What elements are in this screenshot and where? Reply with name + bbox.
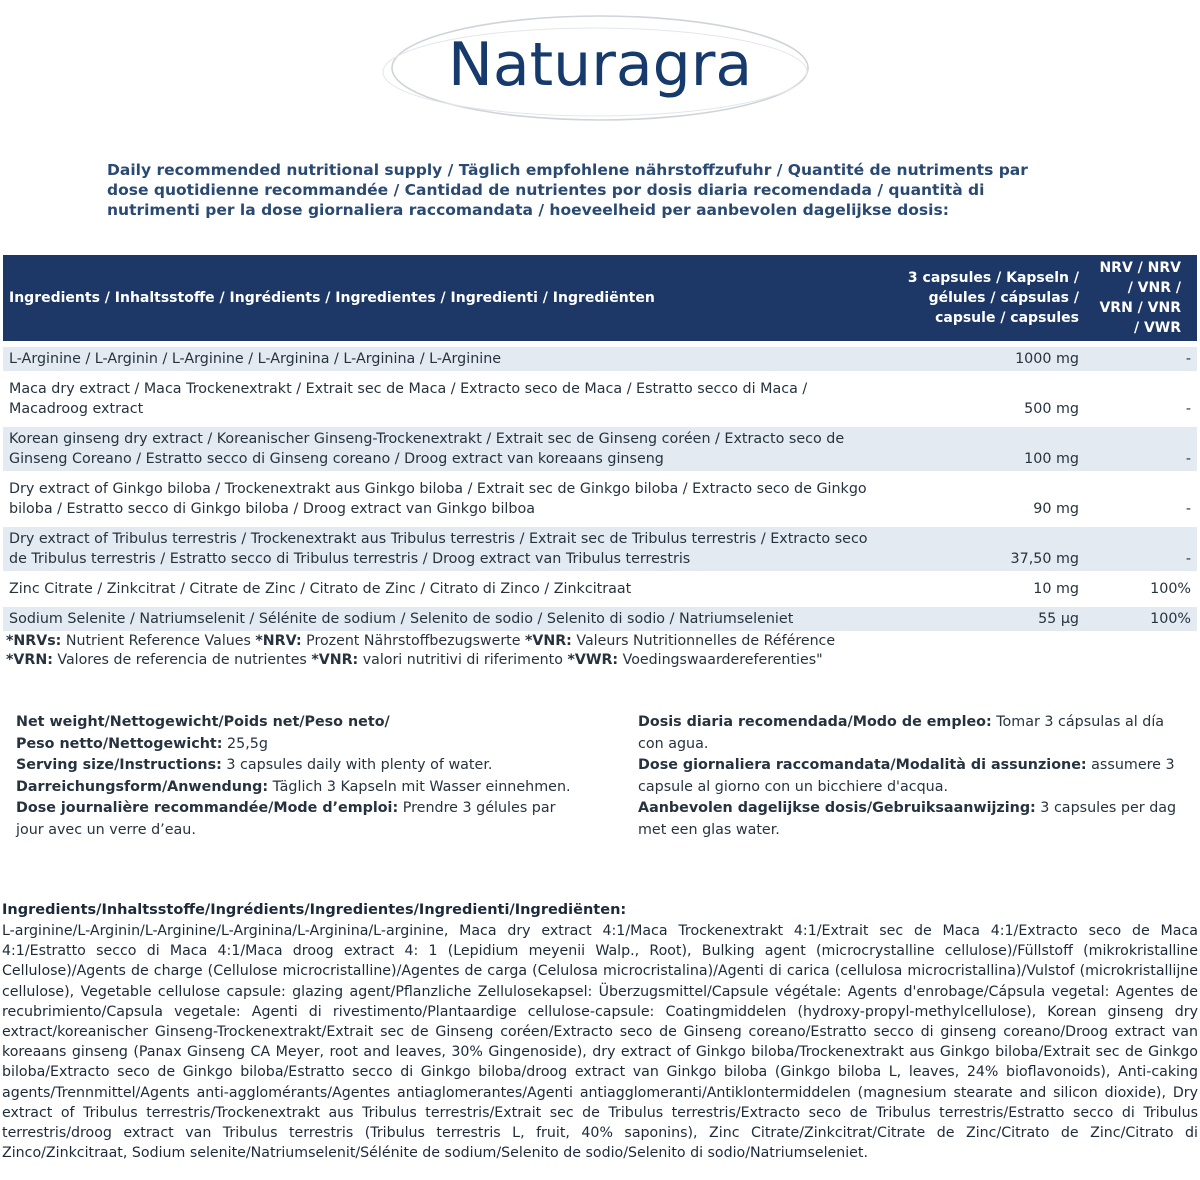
dose-fr-line <box>16 798 576 841</box>
row-amount: 37,50 mg <box>883 527 1085 571</box>
ingredients-text: L-arginine/L-Arginin/L-Arginine/L-Arginina/L-Arginina/L-arginine, Maca dry extract 4:1/Maca Trockenextrakt 4:1/Extrait sec de Maca 4:1/Extracto seco de Maca 4:1/Estratto secco di Maca 4:1/Maca droog extract 4: 1 (Lepidium meyenii Walp., Root), Bulking agent (microcrystalline cellulose)/Füllstoff (mikrokristalline Cellulose)/Agents de charge (Cellulose microcristalline)/Agentes de carga (Celulosa microcristalina)/Agenti di carica (cellulosa microcristallina)/Vulstof (microkristallijne cellulose), Vegetable cellulose capsule: glazing agent/Pflanzliche Zellulosekapsel: Überzugsmittel/Capsule végétale: Agents d'enrobage/Cápsula vegetal: Agentes de recubrimiento/Capsula vegetale: Agenti di rivestimento/Plantaardige cellulose-capsule: Coatingmiddelen (hydroxy-propyl-methylcellulose), Korean ginseng dry extract/koreanischer Ginseng-Trockenextrakt/Extrait sec de Ginseng coréen/Extracto seco de Ginseng coreano/Estratto secco di ginseng coreano/Droog extract van koreaans ginseng (Panax Ginseng CA Meyer, root and leaves, 30% Gingenoside), dry extract of Ginkgo biloba/Trockenextrakt aus Ginkgo biloba/Extrait sec de Ginkgo biloba/Extracto seco de Ginkgo biloba/Estratto secco di Ginkgo biloba/droog extract van Ginkgo biloba (Ginkgo biloba L, leaves, 24% bioflavonoids), Anti-caking agents/Trennmittel/Agents anti-agglomérants/Agentes antiaglomerantes/Agenti antiagglomeranti/Antiklontermiddelen (magnesium stearate and silicon dioxide), Dry extract of Tribulus terrestris/Trockenextrakt aus Tribulus terrestris/Extrait sec de Tribulus terrestris/Extracto seco de Tribulus terrestris/Estratto secco di Tribulus terrestris/droog extract van Tribulus terrestris (Tribulus terrestris L, fruit, 40% saponins), Zinc Citrate/Zinkcitrat/Citrate de Zinc/Citrato de Zinc/Citrato di Zinco/Zinkcitraat, Sodium selenite/Natriumselenit/Sélénite de sodium/Selenito de sodio/Selenito di sodio/Natriumseleniet. <box>2 923 1198 1162</box>
table-row <box>3 607 1197 631</box>
footnote-value: Voedingswaardereferenties" <box>618 652 823 668</box>
row-amount: 1000 mg <box>883 347 1085 371</box>
dose-it-line <box>638 755 1188 798</box>
darreichung-value: Täglich 3 Kapseln mit Wasser einnehmen. <box>268 778 571 795</box>
row-nrv: 100% <box>1085 607 1197 631</box>
dosis-es-label: Dosis diaria recomendada/Modo de empleo: <box>638 714 992 730</box>
brand-name: Naturagra <box>448 30 753 100</box>
dose-it-value: assumere 3 capsule al giorno con un bicchiere d'acqua. <box>638 757 1175 795</box>
serving-value: 3 capsules daily with plenty of water. <box>221 757 493 773</box>
footnote-value: Nutrient Reference Values <box>61 633 256 649</box>
darreichung-line <box>16 777 576 799</box>
row-amount: 90 mg <box>1033 501 1079 517</box>
intro-text: Daily recommended nutritional supply / Täglich empfohlene nährstoffzufuhr / Quantité de nutriments par dose quotidienne recommandée / Cantidad de nutrientes por dosis diaria recomendada / quantità di nutrimenti per la dose giornaliera raccomandata / hoeveelheid per aanbevolen dagelijkse dosis: <box>107 161 1028 219</box>
dose-it-label: Dose giornaliera raccomandata/Modalità di assunzione: <box>638 757 1087 773</box>
row-nrv: - <box>1185 501 1191 517</box>
row-name: Korean ginseng dry extract / Koreanischer Ginseng-Trockenextrakt / Extrait sec de Ginseng coréen / Extracto seco de Ginseng Coreano / Estratto secco di Ginseng coreano / Droog extract van koreaans ginseng <box>3 427 883 471</box>
dose-fr-label: Dose journalière recommandée/Mode d’emploi: <box>16 800 399 816</box>
header-nrv: NRV / NRV / VNR / VRN / VNR / VWR <box>1085 255 1197 341</box>
table-row <box>3 427 1197 471</box>
darreichung-label: Darreichungsform/Anwendung: <box>16 778 269 795</box>
footnote-value: Prozent Nährstoffbezugswerte <box>301 633 525 649</box>
dose-fr-value: Prendre 3 gélules par jour avec un verre d’eau. <box>16 800 556 838</box>
header-amount: 3 capsules / Kapseln / gélules / cápsulas / capsule / capsules <box>883 255 1085 341</box>
row-amount: 10 mg <box>1033 581 1079 597</box>
row-name: L-Arginine / L-Arginin / L-Arginine / L-Arginina / L-Arginina / L-Arginine <box>3 347 883 371</box>
dosis-es-value: Tomar 3 cápsulas al día con agua. <box>638 714 1165 752</box>
row-nrv: 100% <box>1150 581 1191 597</box>
footnote-key: *VRN: <box>6 652 53 668</box>
peso-value: 25,5g <box>222 735 268 752</box>
serving-label: Serving size/Instructions: <box>16 757 222 773</box>
net-weight-line <box>16 712 576 734</box>
footnote-key: *VWR: <box>567 652 619 668</box>
dosis-nl-value: 3 capsules per dag met een glas water. <box>638 800 1177 838</box>
row-name: Dry extract of Ginkgo biloba / Trockenextrakt aus Ginkgo biloba / Extrait sec de Ginkgo biloba / Extracto seco de Ginkgo biloba / Estratto secco di Ginkgo biloba / Droog extract van Ginkgo bilboa <box>9 481 867 517</box>
nrv-footnote <box>6 632 1186 670</box>
footnote-key: *VNR: <box>524 633 572 649</box>
table-row <box>3 577 1197 601</box>
table-row <box>3 347 1197 371</box>
footnote-key: *VNR: <box>311 652 359 668</box>
header-ingredients: Ingredients / Inhaltsstoffe / Ingrédients / Ingredientes / Ingredienti / Ingrediënten <box>3 255 883 341</box>
footnote-value: Valores de referencia de nutrientes <box>52 652 312 668</box>
brand-logo <box>380 10 830 130</box>
footnote-value: valori nutritivi di riferimento <box>358 652 568 668</box>
ingredients-title: Ingredients/Inhaltsstoffe/Ingrédients/Ingredientes/Ingredienti/Ingrediënten: <box>2 902 627 918</box>
row-nrv: - <box>1085 427 1197 471</box>
row-amount: 100 mg <box>883 427 1085 471</box>
nutrition-table <box>3 255 1197 631</box>
table-row <box>3 527 1197 571</box>
row-nrv: - <box>1085 347 1197 371</box>
row-name: Zinc Citrate / Zinkcitrat / Citrate de Zinc / Citrato de Zinc / Citrato di Zinco / Zinkcitraat <box>9 581 632 597</box>
table-row <box>3 377 1197 421</box>
dosis-nl-label: Aanbevolen dagelijkse dosis/Gebruiksaanwijzing: <box>638 800 1036 816</box>
product-details-right <box>638 712 1188 841</box>
footnote-key: *NRV: <box>255 633 302 649</box>
net-weight-label: Net weight/Nettogewicht/Poids net/Peso neto/ <box>16 714 390 730</box>
dosis-es-line <box>638 712 1188 755</box>
row-nrv: - <box>1085 527 1197 571</box>
row-amount: 55 µg <box>883 607 1085 631</box>
dosis-nl-line <box>638 798 1188 841</box>
table-row <box>3 477 1197 521</box>
peso-label: Peso netto/Nettogewicht: <box>16 735 223 752</box>
product-details-left <box>16 712 576 841</box>
row-amount: 500 mg <box>1024 401 1079 417</box>
row-name: Sodium Selenite / Natriumselenit / Sélénite de sodium / Selenito de sodio / Selenito di sodio / Natriumseleniet <box>3 607 883 631</box>
serving-line <box>16 755 576 777</box>
table-header-row <box>3 255 1197 341</box>
footnote-key: *NRVs: <box>6 633 62 649</box>
row-nrv: - <box>1185 401 1191 417</box>
peso-line <box>16 734 576 756</box>
footnote-value: Valeurs Nutritionnelles de Référence <box>571 633 836 649</box>
row-name: Maca dry extract / Maca Trockenextrakt / Extrait sec de Maca / Extracto seco de Maca / Estratto secco di Maca / Macadroog extract <box>9 381 808 417</box>
row-name: Dry extract of Tribulus terrestris / Trockenextrakt aus Tribulus terrestris / Extrait sec de Tribulus terrestris / Extracto seco de Tribulus terrestris / Estratto secco di Tribulus terrestris / Droog extract van Tribulus terrestris <box>3 527 883 571</box>
